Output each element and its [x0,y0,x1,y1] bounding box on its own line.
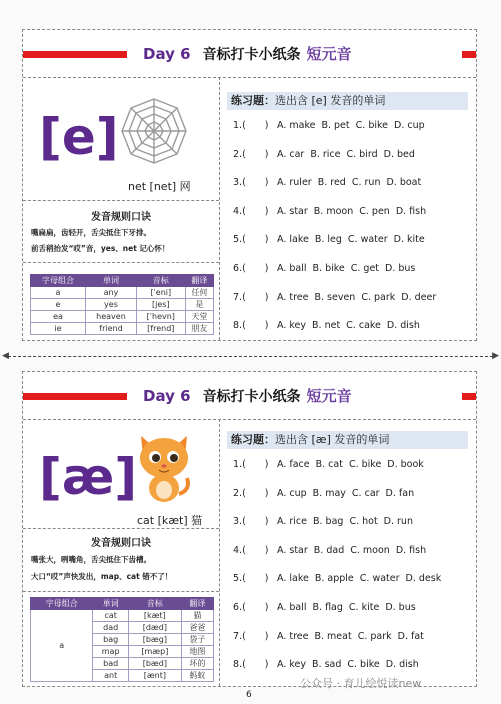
answer-option: A. star [277,544,308,556]
letter-combo: a [31,610,93,682]
answer-option: B. cat [315,459,343,470]
example-word: cat [kæt] 猫 [137,514,203,527]
rule-title: 发音规则口诀 [91,212,151,223]
red-bar-left [23,51,127,58]
table-header: 翻译 [185,275,213,287]
question-number[interactable]: 4.( ) [233,544,269,556]
answer-option: B. moon [313,205,354,217]
table-row: e yes [jes] 是 [31,299,214,311]
question-number[interactable]: 7.( ) [233,291,269,303]
table-row: bad [bæd] 坏的 [31,658,214,670]
table-row: ea heaven [ˈhevn] 天堂 [31,311,214,323]
question-row [233,456,430,470]
question-row [233,231,431,245]
table-row: a cat [kæt] 猫 [31,610,214,622]
word-table [30,274,214,335]
answer-option: C. bike [355,120,388,131]
table-header-row [31,275,214,287]
phonetic-symbol: [e] [39,108,119,166]
answer-option: A. ball [277,602,307,613]
question-row [233,628,430,642]
answer-option: D. dish [386,320,420,332]
table-header: 音标 [136,275,185,287]
answer-option: D. kite [393,234,425,246]
answer-option: D. bus [385,602,416,613]
answer-option: A. key [277,320,307,332]
answer-option: B. red [317,177,346,189]
answer-option: D. run [383,516,413,528]
watermark: 公众号 · 育儿绘悦读new [300,677,422,690]
divider-h [23,77,476,78]
question-row [233,289,442,303]
answer-option: B. rice [310,148,341,160]
table-header: 音标 [128,598,181,610]
vowel-tag: 短元音 [306,387,352,405]
question-number[interactable]: 3.( ) [233,177,269,189]
answer-option: B. seven [314,291,356,303]
question-number[interactable]: 8.( ) [233,320,269,332]
answer-option: A. rice [277,516,307,528]
question-number[interactable]: 5.( ) [233,234,269,246]
answer-option: B. bike [312,263,345,274]
answer-option: D. fat [397,630,424,642]
answer-option: D. bed [383,148,415,160]
answer-option: C. bird [346,148,378,160]
table-row: ant [ænt] 蚂蚁 [31,670,214,682]
answer-option: A. tree [277,630,309,642]
answer-option: C. bike [347,659,380,671]
answer-option: D. bus [385,263,416,274]
question-number[interactable]: 8.( ) [233,659,269,671]
red-bar-left [23,393,127,400]
table-header: 单词 [85,275,136,287]
table-row: dad [dæd] 爸爸 [31,622,214,634]
answer-option: B. meat [314,630,352,642]
card-header [23,385,476,407]
page-number: 6 [246,690,252,700]
answer-option: C. moon [350,544,390,556]
answer-option: A. make [277,120,316,131]
answer-option: A. car [277,148,305,160]
answer-option: B. apple [314,573,354,585]
answer-option: D. fish [395,544,427,556]
answer-option: C. park [357,630,392,642]
answer-option: C. kite [348,602,380,613]
question-number[interactable]: 5.( ) [233,573,269,585]
divider-v [219,77,220,340]
table-row: a any [ˈeni] 任何 [31,287,214,299]
answer-option: B. may [312,487,346,499]
question-row [233,146,421,160]
table-header: 翻译 [181,598,213,610]
answer-option: C. hot [349,516,378,528]
answer-option: D. boat [386,177,422,189]
exercise-title: 练习题：选出含 [æ] 发音的单词 [227,431,468,449]
day-label: Day 6 [143,387,191,405]
rule-line: 嘴张大，咧嘴角，舌尖抵住下齿槽。 [31,555,151,564]
question-number[interactable]: 6.( ) [233,602,269,613]
answer-option: D. deer [401,291,437,303]
answer-option: D. book [387,459,424,470]
answer-option: D. fan [385,487,415,499]
answer-option: B. sad [312,659,342,671]
answer-option: C. water [347,234,388,246]
rule-line: 前舌稍抬发“哎”音，yes、net 记心怀！ [31,244,170,253]
question-number[interactable]: 1.( ) [233,459,269,470]
card-title: 音标打卡小纸条 [202,47,301,63]
question-number[interactable]: 1.( ) [233,120,269,131]
question-row [233,485,420,499]
answer-option: B. net [312,320,341,332]
spider-web-icon [119,96,189,166]
answer-option: C. water [359,573,400,585]
cut-line [8,356,493,357]
answer-option: C. park [361,291,396,303]
question-row [233,203,432,217]
question-number[interactable]: 2.( ) [233,487,269,499]
table-row: bag [bæg] 袋子 [31,634,214,646]
answer-option: A. ruler [277,177,312,189]
table-header: 单词 [93,598,129,610]
answer-option: D. desk [405,573,442,585]
card-title: 音标打卡小纸条 [202,389,301,405]
word-table [30,597,214,682]
answer-option: A. star [277,205,308,217]
answer-option: A. lake [277,573,309,585]
question-row [233,542,432,556]
answer-option: A. tree [277,291,309,303]
question-number[interactable]: 7.( ) [233,630,269,642]
flashcard-ae [22,371,477,687]
question-number[interactable]: 3.( ) [233,516,269,528]
divider-h [23,419,476,420]
table-row: map [mæp] 地图 [31,646,214,658]
red-bar-right [462,51,476,58]
answer-option: C. pen [359,205,390,217]
answer-option: C. run [351,177,381,189]
rule-title: 发音规则口诀 [91,538,151,549]
arrow-left-icon: ◀ [2,351,9,361]
question-row [233,317,426,331]
answer-option: D. cup [394,120,425,131]
answer-option: A. cup [277,487,307,499]
question-row [233,260,421,274]
divider-v [219,419,220,686]
answer-option: C. bike [348,459,382,470]
answer-option: D. fish [395,205,427,217]
table-header: 字母组合 [31,598,93,610]
answer-option: C. cake [346,320,381,332]
answer-option: B. pet [321,120,350,131]
answer-option: A. face [277,459,310,470]
answer-option: A. key [277,659,307,671]
card-header [23,43,476,65]
table-header-row [31,598,214,610]
question-number[interactable]: 6.( ) [233,263,269,274]
question-row [233,174,427,188]
exercise-title: 练习题：选出含 [e] 发音的单词 [227,92,468,110]
table-header: 字母组合 [31,275,86,287]
answer-option: B. leg [314,234,342,246]
example-word: net [net] 网 [128,180,191,193]
answer-option: C. get [350,263,380,274]
answer-option: B. dad [313,544,345,556]
vowel-tag: 短元音 [306,45,352,63]
question-number[interactable]: 4.( ) [233,205,269,217]
answer-option: C. car [351,487,380,499]
rule-line: 嘴扁扁，齿轻开，舌尖抵住下牙排。 [31,228,151,237]
answer-option: B. flag [312,602,343,613]
day-label: Day 6 [143,45,191,63]
table-row: ie friend [frend] 朋友 [31,323,214,335]
answer-option: A. ball [277,263,307,274]
question-row [233,656,425,670]
question-row [233,117,431,131]
flashcard-e [22,29,477,341]
rule-line: 大口“哎”声快发出，map、cat 错不了！ [31,572,173,581]
question-row [233,513,419,527]
answer-option: A. lake [277,234,309,246]
phonetic-symbol: [æ] [39,448,138,506]
question-number[interactable]: 2.( ) [233,148,269,160]
question-row [233,599,422,613]
arrow-right-icon: ▶ [492,351,499,361]
answer-option: D. dish [385,659,419,671]
cat-icon [133,430,195,504]
red-bar-right [462,393,476,400]
question-row [233,570,447,584]
answer-option: B. bag [312,516,344,528]
